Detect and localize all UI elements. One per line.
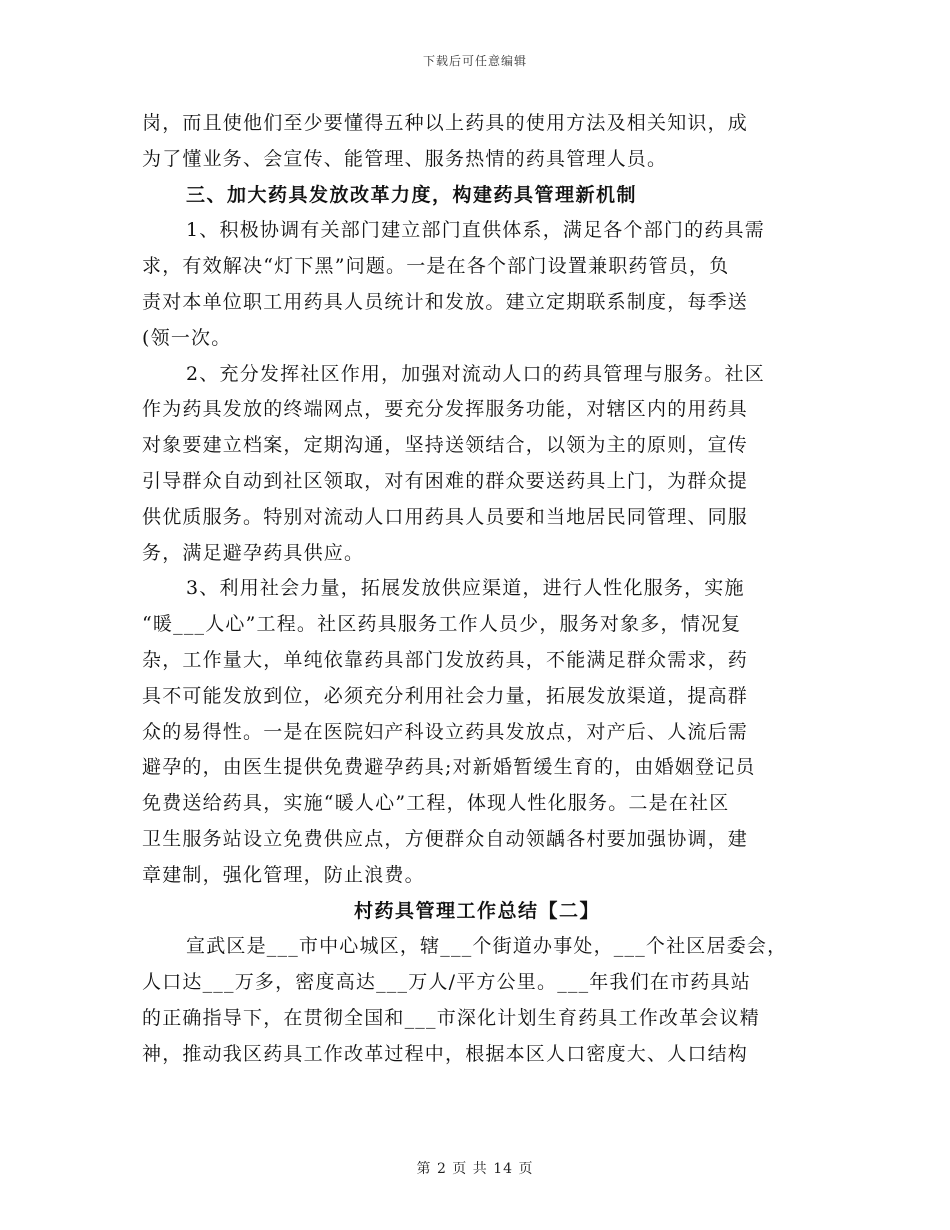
text-line: 具不可能发放到位，必须充分利用社会力量，拓展发放渠道，提高群 [142, 684, 749, 707]
text-line: 引导群众自动到社区领取，对有困难的群众要送药具上门，为群众提 [142, 469, 749, 492]
text-line: 杂，工作量大，单纯依靠药具部门发放药具，不能满足群众需求，药 [142, 648, 749, 671]
text-line: 人口达___万多，密度高达___万人/平方公里。___年我们在市药具站 [142, 971, 751, 994]
section-heading: 三、加大药具发放改革力度，构建药具管理新机制 [186, 183, 638, 206]
page-footer: 第 2 页 共 14 页 [416, 1161, 534, 1177]
text-line: 为了懂业务、会宣传、能管理、服务热情的药具管理人员。 [142, 147, 668, 170]
paragraph-start: 宣武区是___市中心城区，辖___个街道办事处，___个社区居委会， [186, 935, 788, 958]
text-line: 求，有效解决“灯下黑”问题。一是在各个部门设置兼职药管员，负 [142, 255, 730, 278]
paragraph-start: 1、积极协调有关部门建立部门直供体系，满足各个部门的药具需 [186, 219, 765, 242]
document-body [142, 106, 812, 1073]
text-line: 对象要建立档案，定期沟通，坚持送领结合，以领为主的原则，宣传 [142, 434, 749, 457]
paragraph-start: 3、利用社会力量，拓展发放供应渠道，进行人性化服务，实施 [186, 577, 745, 600]
text-line: 卫生服务站设立免费供应点，方便群众自动领龋各村要加强协调，建 [142, 827, 749, 850]
text-line: 的正确指导下，在贯彻全国和___市深化计划生育药具工作改革会议精 [142, 1006, 760, 1029]
text-line: 章建制，强化管理，防止浪费。 [142, 863, 425, 886]
text-line: 作为药具发放的终端网点，要充分发挥服务功能，对辖区内的用药具 [142, 398, 749, 421]
paragraph-start: 2、充分发挥社区作用，加强对流动人口的药具管理与服务。社区 [186, 362, 765, 385]
text-line: 岗，而且使他们至少要懂得五种以上药具的使用方法及相关知识，成 [142, 112, 749, 134]
text-line: 众的易得性。一是在医院妇产科设立药具发放点，对产后、人流后需 [142, 720, 749, 743]
page-header: 下载后可任意编辑 [422, 54, 527, 68]
text-line: 免费送给药具，实施“暖人心”工程，体现人性化服务。二是在社区 [142, 792, 730, 815]
section-title: 村药具管理工作总结【二】 [353, 899, 600, 922]
text-line: (领一次。 [142, 326, 232, 349]
text-line: 供优质服务。特别对流动人口用药具人员要和当地居民同管理、同服 [142, 505, 749, 528]
text-line: 责对本单位职工用药具人员统计和发放。建立定期联系制度，每季送 [142, 290, 749, 313]
text-line: 务，满足避孕药具供应。 [142, 541, 365, 564]
text-line: 避孕的，由医生提供免费避孕药具;对新婚暂缓生育的，由婚姻登记员 [142, 756, 756, 779]
text-line: “暖___人心”工程。社区药具服务工作人员少，服务对象多，情况复 [142, 613, 742, 636]
text-line: 神，推动我区药具工作改革过程中，根据本区人口密度大、人口结构 [142, 1042, 749, 1065]
